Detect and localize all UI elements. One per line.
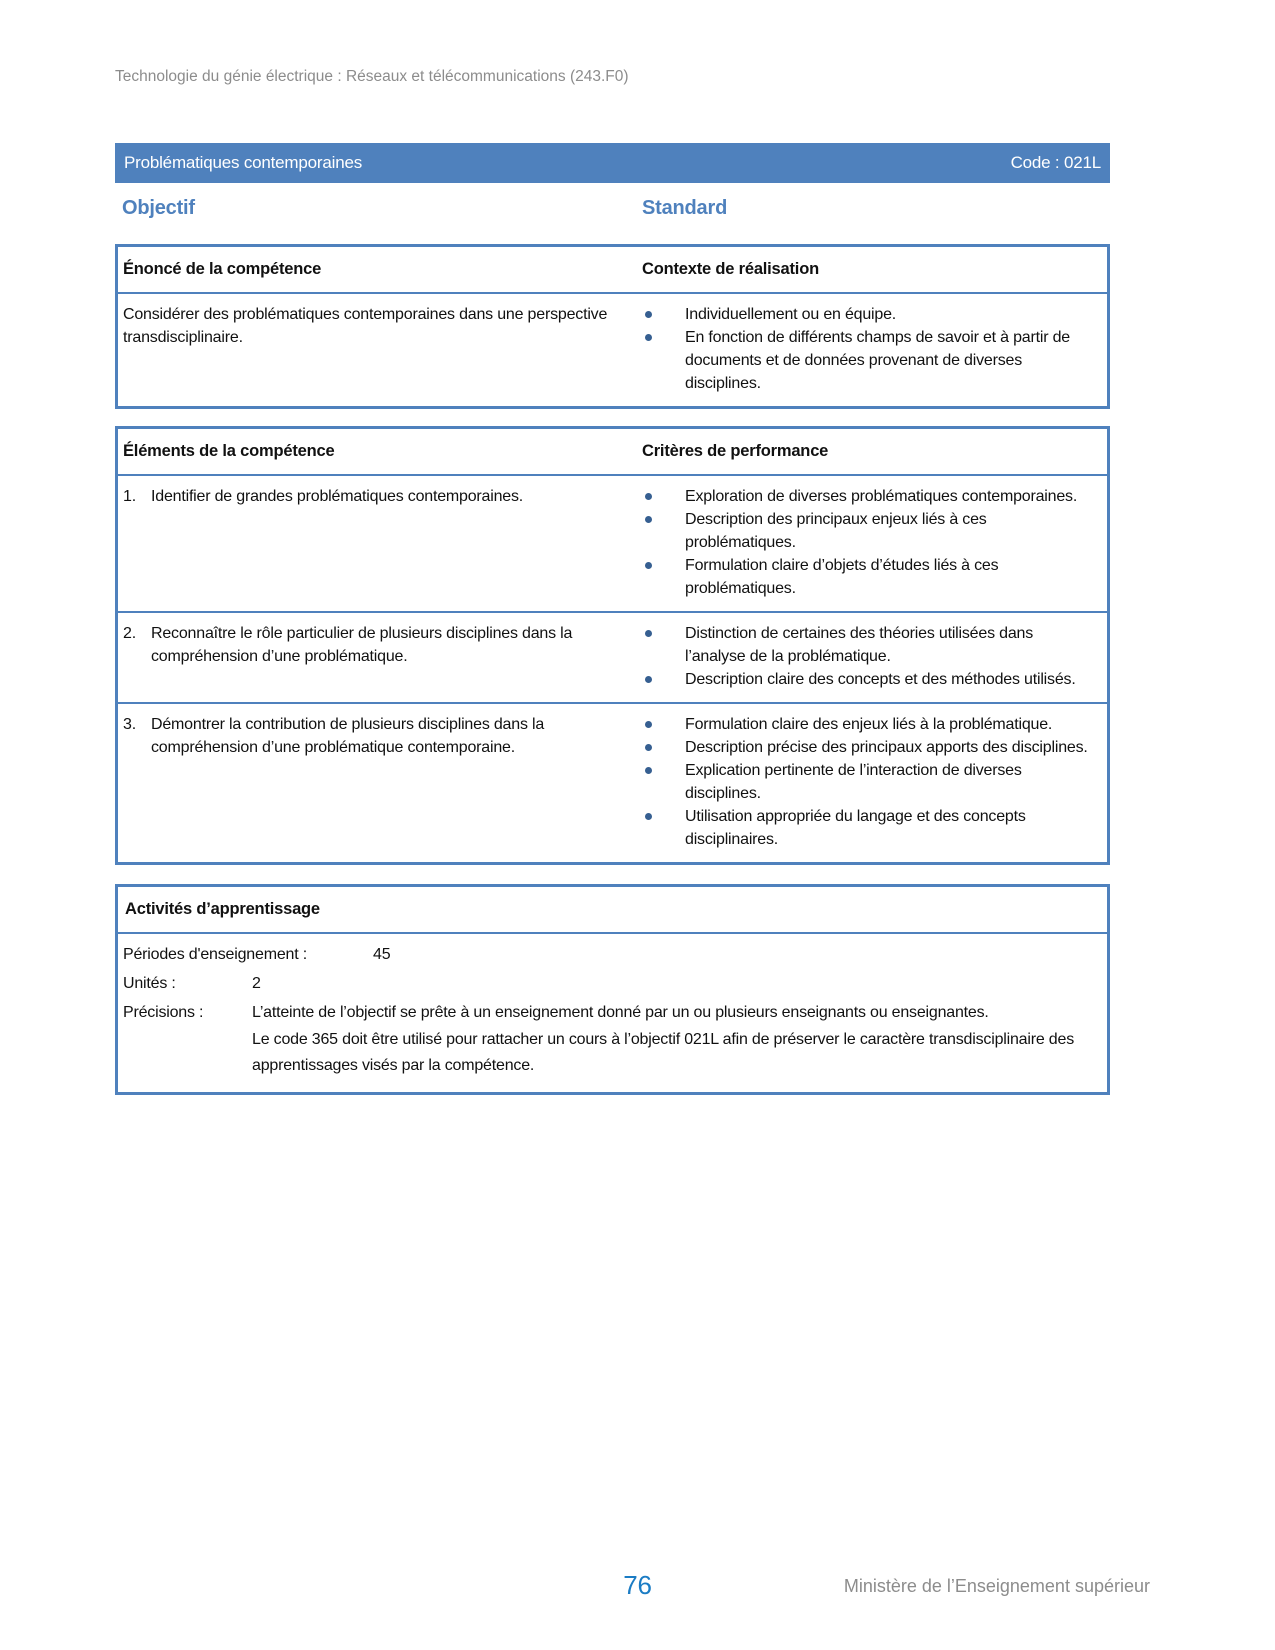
precisions-text xyxy=(252,998,1097,1080)
element-cell xyxy=(118,476,642,611)
criteria-cell xyxy=(642,476,1107,611)
criteria-bullet-item: Explication pertinente de l’interaction de diverses disciplines. xyxy=(642,759,1097,805)
competence-table xyxy=(115,244,1110,409)
precisions-label: Précisions : xyxy=(123,1004,204,1021)
criteria-bullet-item: Description des principaux enjeux liés à ces problématiques. xyxy=(642,508,1097,554)
competence-table-header xyxy=(118,247,1107,294)
activities-table-body xyxy=(118,934,1107,1092)
elements-table xyxy=(115,426,1110,865)
element-row xyxy=(118,611,1107,702)
contexte-bullet-list xyxy=(642,303,1097,395)
criteria-bullet-list xyxy=(642,622,1097,691)
contexte-cell xyxy=(642,294,1107,406)
elements-table-header xyxy=(118,429,1107,476)
criteria-bullet-item: Utilisation appropriée du langage et des concepts disciplinaires. xyxy=(642,805,1097,851)
criteria-bullet-list xyxy=(642,485,1097,600)
criteria-bullet-item: Exploration de diverses problématiques contemporaines. xyxy=(642,485,1097,508)
periods-value: 45 xyxy=(373,946,391,963)
precisions-line: Le code 365 doit être utilisé pour rattacher un cours à l’objectif 021L afin de préserver le caractère transdisciplinaire des apprentissages visés par la compétence. xyxy=(252,1031,1074,1074)
criteria-bullet-item: Formulation claire des enjeux liés à la problématique. xyxy=(642,713,1097,736)
element-number: 1. xyxy=(123,488,136,505)
precisions-row xyxy=(123,998,1097,1080)
enonce-header: Énoncé de la compétence xyxy=(123,260,322,278)
standard-heading: Standard xyxy=(642,197,728,219)
competency-banner xyxy=(115,143,1110,183)
section-headings xyxy=(115,197,1110,223)
elements-table-body xyxy=(118,476,1107,862)
activities-table xyxy=(115,884,1110,1095)
criteria-bullet-item: Formulation claire d’objets d’études liés à ces problématiques. xyxy=(642,554,1097,600)
banner-code: Code : 021L xyxy=(1010,153,1101,172)
periods-label: Périodes d'enseignement : xyxy=(123,946,307,963)
competence-table-body xyxy=(118,294,1107,406)
criteria-cell xyxy=(642,613,1107,702)
contexte-bullet-item: En fonction de différents champs de savoir et à partir de documents et de données provenant de diverses disciplines. xyxy=(642,326,1097,395)
objectif-heading: Objectif xyxy=(122,197,195,219)
criteria-bullet-item: Distinction de certaines des théories utilisées dans l’analyse de la problématique. xyxy=(642,622,1097,668)
element-text: Reconnaître le rôle particulier de plusieurs disciplines dans la compréhension d’une problématique. xyxy=(151,625,573,665)
element-row xyxy=(118,702,1107,862)
contexte-header: Contexte de réalisation xyxy=(642,260,819,278)
units-label: Unités : xyxy=(123,975,176,992)
criteria-cell xyxy=(642,704,1107,862)
competence-statement: Considérer des problématiques contemporaines dans une perspective transdisciplinaire. xyxy=(123,306,608,346)
criteres-header: Critères de performance xyxy=(642,442,829,460)
periods-row xyxy=(123,940,1097,969)
page-number: 76 xyxy=(623,1570,652,1600)
units-value: 2 xyxy=(252,975,261,992)
element-cell xyxy=(118,613,642,702)
criteria-bullet-list xyxy=(642,713,1097,851)
contexte-bullet-item: Individuellement ou en équipe. xyxy=(642,303,1097,326)
activities-table-header xyxy=(118,887,1107,934)
activities-header: Activités d’apprentissage xyxy=(125,900,320,918)
element-text: Démontrer la contribution de plusieurs disciplines dans la compréhension d’une problématique contemporaine. xyxy=(151,716,545,756)
banner-title: Problématiques contemporaines xyxy=(124,153,363,172)
element-cell xyxy=(118,704,642,862)
page-footer xyxy=(0,1570,1275,1604)
criteria-bullet-item: Description précise des principaux apports des disciplines. xyxy=(642,736,1097,759)
criteria-bullet-item: Description claire des concepts et des méthodes utilisés. xyxy=(642,668,1097,691)
element-row xyxy=(118,476,1107,611)
precisions-line: L’atteinte de l’objectif se prête à un enseignement donné par un ou plusieurs enseignants ou enseignantes. xyxy=(252,1004,989,1021)
element-number: 2. xyxy=(123,625,136,642)
element-text: Identifier de grandes problématiques contemporaines. xyxy=(151,488,524,505)
document-header-title: Technologie du génie électrique : Réseaux et télécommunications (243.F0) xyxy=(115,68,629,85)
elements-header: Éléments de la compétence xyxy=(123,442,335,460)
ministry-name: Ministère de l’Enseignement supérieur xyxy=(843,1576,1150,1596)
units-row xyxy=(123,969,1097,998)
element-number: 3. xyxy=(123,716,136,733)
